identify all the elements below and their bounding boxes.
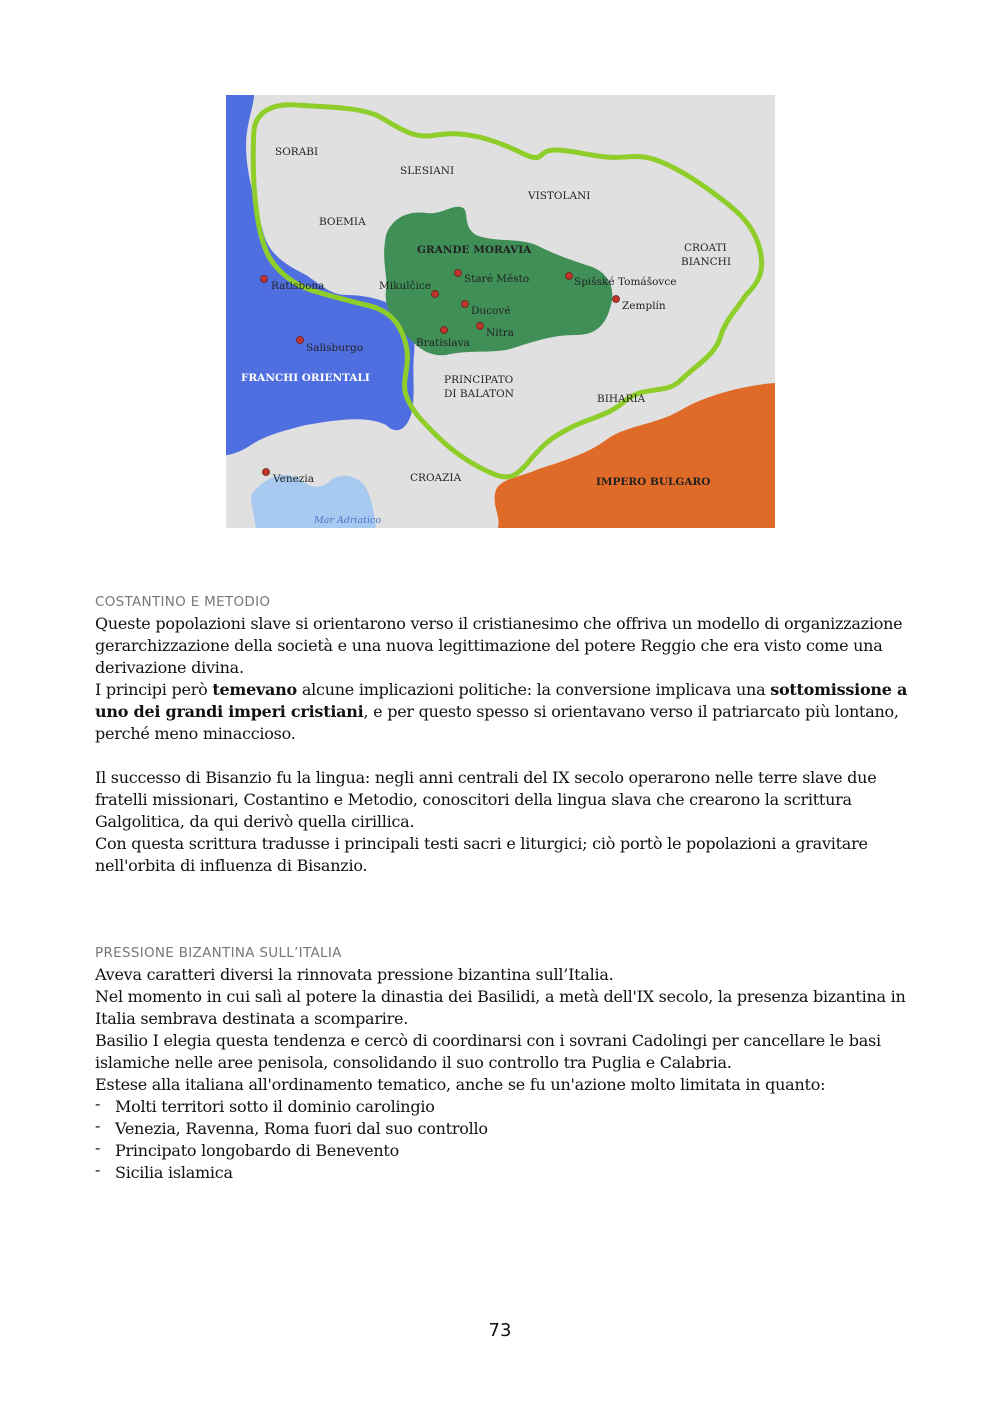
city-dot-nitra [477,323,484,330]
list-item-text: Molti territori sotto il dominio carolingio [115,1097,435,1116]
list-item-text: Sicilia islamica [115,1163,233,1182]
city-dot-zemplin [613,296,620,303]
list-item [95,1096,915,1118]
section-pressione-bizantina [95,944,915,1184]
city-dot-spisske [566,273,573,280]
paragraph: Basilio I elegia questa tendenza e cercò di coordinarsi con i sovrani Cadolingi per cancellare le basi islamiche nelle aree penisola, consolidando il suo controllo tra Puglia e Calabria. [95,1031,881,1072]
label-principato-1: PRINCIPATO [444,374,514,386]
label-franchi-orientali: FRANCHI ORIENTALI [241,372,370,384]
bullet-list [95,1096,915,1184]
paragraph: Aveva caratteri diversi la rinnovata pressione bizantina sull’Italia. [95,965,614,984]
text-run: alcune implicazioni politiche: la conversione implicava una [296,680,771,699]
label-principato-2: DI BALATON [444,388,514,400]
city-dot-bratislava [441,327,448,334]
city-label-nitra: Nitra [486,327,515,339]
section-costantino-metodio [95,593,915,877]
label-croati-2: BIANCHI [681,256,731,268]
city-dot-venezia [263,469,270,476]
label-croati-1: CROATI [684,242,727,254]
bold-text: sottomissione a uno dei grandi imperi cristiani [95,680,908,721]
label-impero-bulgaro: IMPERO BULGARO [596,476,711,488]
list-item [95,1118,915,1140]
text-run: I principi però [95,680,213,699]
city-label-bratislava: Bratislava [416,337,470,349]
label-mar-adriatico: Mar Adriatico [314,515,382,526]
city-dot-stare-mesto [455,270,462,277]
city-dot-salisburgo [297,337,304,344]
city-label-mikulcice: Mikulčice [379,280,431,292]
page-number: 73 [488,1320,512,1341]
label-biharia: BIHARIA [597,393,646,405]
list-item [95,1162,915,1184]
paragraph: Nel momento in cui salì al potere la dinastia dei Basilidi, a metà dell'IX secolo, la presenza bizantina in Italia sembrava destinata a scomparire. [95,987,906,1028]
city-label-ratisbona: Ratisbona [271,280,325,292]
text-run: , e per questo spesso si orientavano verso il patriarcato più lontano, perché meno minaccioso. [95,702,899,743]
label-vistolani: VISTOLANI [528,190,591,202]
city-dot-ducove [462,301,469,308]
spacer [95,745,915,767]
paragraph: Con questa scrittura tradusse i principali testi sacri e liturgici; ciò portò le popolazioni a gravitare nell'orbita di influenza di Bisanzio. [95,834,868,875]
list-item-text: Venezia, Ravenna, Roma fuori dal suo controllo [115,1119,488,1138]
bold-text: temevano [212,680,297,699]
dash-marker: - [95,1138,101,1157]
paragraph: Estese alla italiana all'ordinamento tematico, anche se fu un'azione molto limitata in quanto: [95,1075,826,1094]
list-item [95,1140,915,1162]
section-heading: COSTANTINO E METODIO [95,594,271,610]
label-boemia: BOEMIA [319,216,366,228]
city-dot-mikulcice [432,291,439,298]
list-item-text: Principato longobardo di Benevento [115,1141,399,1160]
dash-marker: - [95,1094,101,1113]
label-grande-moravia: GRANDE MORAVIA [417,244,532,256]
city-label-venezia: Venezia [273,473,314,485]
city-label-spisske: Spišské Tomášovce [574,276,677,288]
section-heading: PRESSIONE BIZANTINA SULL’ITALIA [95,945,342,961]
city-dot-ratisbona [261,276,268,283]
city-label-salisburgo: Salisburgo [306,342,364,354]
dash-marker: - [95,1160,101,1179]
city-label-ducove: Ducové [471,305,511,317]
paragraph: Il successo di Bisanzio fu la lingua: negli anni centrali del IX secolo operarono nelle terre slave due fratelli missionari, Costantino e Metodio, conoscitori della lingua slava che crearono la scrittura Galgolitica, da qui derivò quella cirillica. [95,768,877,831]
city-label-zemplin: Zemplín [622,300,666,312]
label-sorabi: SORABI [275,146,319,158]
label-croazia: CROAZIA [410,472,462,484]
dash-marker: - [95,1116,101,1135]
historical-map [226,95,775,528]
label-slesiani: SLESIANI [400,165,455,177]
paragraph: Queste popolazioni slave si orientarono verso il cristianesimo che offriva un modello di organizzazione gerarchizzazione della società e una nuova legittimazione del potere Reggio che era visto come una derivazione divina. [95,614,903,677]
paragraph-rich [95,679,915,745]
city-label-stare-mesto: Staré Město [464,273,530,285]
map-svg [226,95,775,528]
